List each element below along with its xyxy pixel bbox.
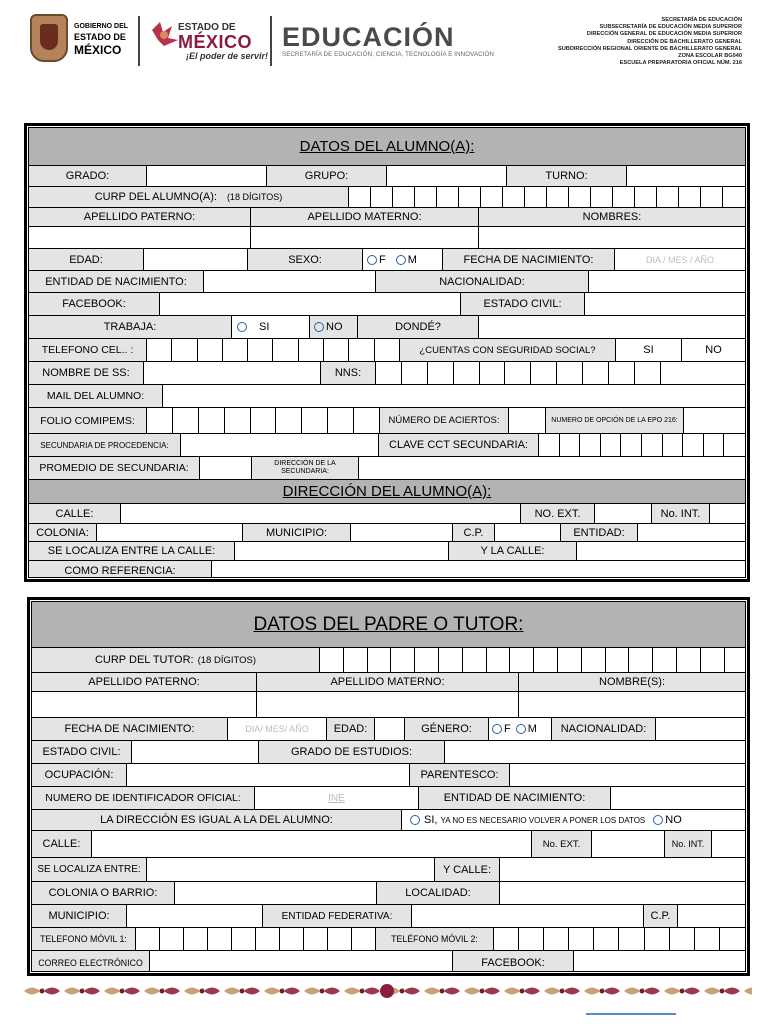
nacionalidad-field[interactable] xyxy=(589,271,745,292)
tutor-title-row xyxy=(32,602,745,648)
dir-secundaria-field[interactable] xyxy=(359,457,745,479)
tutor-localidad-label: LOCALIDAD: xyxy=(377,882,500,904)
entre-calle-label: SE LOCALIZA ENTRE LA CALLE: xyxy=(29,542,235,560)
tutor-curp-row xyxy=(32,648,745,673)
curp-label-cell xyxy=(29,187,349,207)
tutor-estado-civil-label: ESTADO CIVIL: xyxy=(32,741,132,763)
radio-icon[interactable] xyxy=(396,255,406,265)
inst-line: SECRETARÍA DE EDUCACIÓN xyxy=(661,17,742,23)
seguridad-si[interactable]: SI xyxy=(616,339,682,361)
promedio-field[interactable] xyxy=(200,457,252,479)
gob-line-1: GOBIERNO DEL xyxy=(74,23,129,30)
aciertos-label: NÚMERO DE ACIERTOS: xyxy=(380,408,509,433)
curp-digit-boxes[interactable] xyxy=(349,187,745,207)
tutor-data-section xyxy=(27,597,750,976)
address-title-row xyxy=(29,480,745,504)
seguridad-label: ¿CUENTAS CON SEGURIDAD SOCIAL? xyxy=(400,339,616,361)
facebook-label: FACEBOOK: xyxy=(29,293,160,315)
tutor-facebook-field[interactable] xyxy=(574,951,745,972)
tutor-entre-label: SE LOCALIZA ENTRE: xyxy=(32,858,147,881)
nombres-field[interactable] xyxy=(479,227,745,248)
tutor-edad-label: EDAD: xyxy=(327,718,375,740)
tutor-entre-field[interactable] xyxy=(147,858,435,881)
radio-icon[interactable] xyxy=(367,255,377,265)
tutor-ocupacion-row xyxy=(32,764,745,787)
opcion-label: NUMERO DE OPCIÓN DE LA EPO 216: xyxy=(546,408,684,433)
dir-secundaria-label: DIRECCIÓN DE LA SECUNDARIA: xyxy=(252,457,359,479)
student-title-row xyxy=(29,128,745,166)
donde-label: DONDÉ? xyxy=(358,316,479,338)
tutor-ap-paterno-label: APELLIDO PATERNO: xyxy=(32,673,257,691)
referencia-label: COMO REFERENCIA: xyxy=(29,561,212,578)
edomex-logo-text xyxy=(178,22,268,61)
no-ext-field[interactable] xyxy=(595,504,652,523)
gob-line-2: ESTADO DE xyxy=(74,32,126,42)
y-la-calle-label: Y LA CALLE: xyxy=(449,542,577,560)
nns-digit-boxes[interactable] xyxy=(376,362,738,384)
edad-row xyxy=(29,249,745,271)
promedio-row xyxy=(29,457,745,480)
no-int-label: No. INT. xyxy=(652,504,710,523)
promedio-label: PROMEDIO DE SECUNDARIA: xyxy=(29,457,200,479)
fecha-nac-field[interactable]: DIA / MES / AÑO xyxy=(645,254,715,265)
referencia-field[interactable] xyxy=(212,561,745,578)
tutor-correo-field[interactable] xyxy=(150,951,453,972)
fecha-nac-label: FECHA DE NACIMIENTO: xyxy=(443,249,615,270)
tutor-y-calle-field[interactable] xyxy=(500,858,745,881)
entre-calle-row xyxy=(29,542,745,561)
tutor-genero-m-label: M xyxy=(527,723,537,735)
trabaja-no-cell[interactable] xyxy=(310,316,358,338)
tutor-genero-f-option[interactable] xyxy=(492,723,511,735)
inst-line: SUBDIRECCIÓN REGIONAL ORIENTE DE BACHILLERATO GENERAL xyxy=(558,45,742,52)
tutor-misma-dir-row xyxy=(32,810,745,831)
tutor-no-int-label: No. INT. xyxy=(665,831,712,857)
radio-icon[interactable] xyxy=(653,815,663,825)
tutor-misma-si-note: YA NO ES NECESARIO VOLVER A PONER LOS DATOS xyxy=(440,815,646,825)
edad-label: EDAD: xyxy=(29,249,144,270)
tutor-identificador-row xyxy=(32,787,745,810)
grupo-label: GRUPO: xyxy=(267,166,387,186)
nombre-ss-label: NOMBRE DE SS: xyxy=(29,362,144,384)
opcion-field[interactable] xyxy=(684,408,745,433)
grado-label: GRADO: xyxy=(29,166,147,186)
tutor-curp-hint: (18 DÍGITOS) xyxy=(197,654,257,666)
radio-icon[interactable] xyxy=(492,724,502,734)
tutor-entidad-nac-label: ENTIDAD DE NACIMIENTO: xyxy=(419,787,611,809)
grado-row xyxy=(29,166,745,187)
tutor-municipio-field[interactable] xyxy=(127,905,263,927)
trabaja-si-label: SI xyxy=(259,321,270,333)
trabaja-no-label: NO xyxy=(326,321,343,333)
gob-line-3: MÉXICO xyxy=(74,43,122,57)
tutor-tel1-label: TELEFONO MÓVIL 1: xyxy=(32,928,136,950)
header-divider xyxy=(138,16,140,66)
tutor-entidad-nac-field[interactable] xyxy=(611,787,745,809)
tutor-colonia-field[interactable] xyxy=(175,882,377,904)
tutor-municipio-label: MUNICIPIO: xyxy=(32,905,127,927)
nns-label: NNS: xyxy=(321,362,376,384)
tutor-ocupacion-label: OCUPACIÓN: xyxy=(32,764,127,786)
grupo-field[interactable] xyxy=(387,166,507,186)
address-title: DIRECCIÓN DEL ALUMNO(A): xyxy=(282,483,492,500)
clave-cct-label: CLAVE CCT SECUNDARIA: xyxy=(379,434,539,456)
edomex-small: ESTADO DE xyxy=(178,22,236,33)
sexo-f-label: F xyxy=(379,253,386,266)
tutor-facebook-label: FACEBOOK: xyxy=(453,951,574,972)
educacion-title: EDUCACIÓN xyxy=(282,22,455,52)
tutor-tel2-boxes[interactable] xyxy=(494,928,745,950)
donde-field[interactable] xyxy=(479,316,745,338)
colonia-field[interactable] xyxy=(97,524,243,541)
seguridad-no[interactable]: NO xyxy=(705,344,722,356)
tutor-genero-options xyxy=(489,718,552,740)
tutor-no-ext-field[interactable] xyxy=(592,831,665,857)
tutor-calle-row xyxy=(32,831,745,858)
calle-field[interactable] xyxy=(121,504,521,523)
tutor-grado-estudios-field[interactable] xyxy=(445,741,745,763)
entidad-label: ENTIDAD: xyxy=(561,524,638,541)
tutor-telefonos-row xyxy=(32,928,745,951)
telefono-row xyxy=(29,339,745,362)
tutor-no-ext-label: No. EXT. xyxy=(532,831,592,857)
inst-line: DIRECCIÓN GENERAL DE EDUCACIÓN MEDIA SUPERIOR xyxy=(586,31,742,38)
entidad-field[interactable] xyxy=(638,524,745,541)
inst-line: DIRECCIÓN DE BACHILLERATO GENERAL xyxy=(627,38,742,45)
tutor-no-int-field[interactable] xyxy=(712,831,745,857)
referencia-row xyxy=(29,561,745,578)
student-data-section xyxy=(24,123,750,582)
tutor-nombres-field[interactable] xyxy=(519,692,745,717)
tutor-grado-estudios-label: GRADO DE ESTUDIOS: xyxy=(259,741,445,763)
municipio-label: MUNICIPIO: xyxy=(243,524,351,541)
educacion-subtitle: SECRETARÍA DE EDUCACIÓN, CIENCIA, TECNOLOGÍA E INNOVACIÓN xyxy=(282,51,494,58)
radio-icon[interactable] xyxy=(314,322,324,332)
tutor-colonia-row xyxy=(32,882,745,905)
gobierno-logo-text xyxy=(74,22,128,57)
estado-civil-label: ESTADO CIVIL: xyxy=(461,293,585,315)
tutor-fecha-label: FECHA DE NACIMIENTO: xyxy=(32,718,228,740)
colonia-row xyxy=(29,524,745,542)
tutor-ap-paterno-field[interactable] xyxy=(32,692,257,717)
grado-field[interactable] xyxy=(147,166,267,186)
tutor-estado-civil-row xyxy=(32,741,745,764)
tutor-fecha-field[interactable]: DIA/ MES/ AÑO xyxy=(228,718,327,740)
tutor-curp-digit-boxes[interactable] xyxy=(320,648,746,672)
facebook-row xyxy=(29,293,745,316)
tutor-genero-m-option[interactable] xyxy=(516,723,537,735)
tutor-misma-dir-label: LA DIRECCIÓN ES IGUAL A LA DEL ALUMNO: xyxy=(32,810,402,830)
telefono-digit-boxes[interactable] xyxy=(147,339,400,361)
entidad-nac-label: ENTIDAD DE NACIMIENTO: xyxy=(29,271,204,292)
tutor-correo-row xyxy=(32,951,745,972)
ap-paterno-label: APELLIDO PATERNO: xyxy=(29,208,251,226)
aciertos-field[interactable] xyxy=(509,408,546,433)
entre-calle-field[interactable] xyxy=(235,542,449,560)
mail-label: MAIL DEL ALUMNO: xyxy=(29,385,163,407)
tutor-ap-materno-label: APELLIDO MATERNO: xyxy=(257,673,519,691)
tutor-y-calle-label: Y CALLE: xyxy=(435,858,500,881)
edomex-big: MÉXICO xyxy=(178,32,253,52)
tutor-nombres-label: NOMBRE(S): xyxy=(519,673,745,691)
tutor-tel2-label: TELÉFONO MÓVIL 2: xyxy=(376,928,494,950)
cp-field[interactable] xyxy=(495,524,561,541)
turno-label: TURNO: xyxy=(507,166,627,186)
facebook-field[interactable] xyxy=(160,293,461,315)
nombre-ss-row xyxy=(29,362,745,385)
tutor-identificador-field[interactable]: INE xyxy=(255,787,419,809)
sexo-label: SEXO: xyxy=(248,249,363,270)
page-header xyxy=(0,0,768,85)
sexo-f-option[interactable] xyxy=(367,254,386,266)
radio-icon[interactable] xyxy=(237,322,247,332)
mail-field[interactable] xyxy=(163,385,745,407)
institution-lines xyxy=(558,17,742,67)
cp-label: C.P. xyxy=(453,524,495,541)
edomex-flower-icon xyxy=(148,20,182,50)
tutor-entre-row xyxy=(32,858,745,882)
curp-label: CURP DEL ALUMNO(A): xyxy=(94,191,217,203)
sexo-options xyxy=(363,249,443,270)
nombre-ss-field[interactable] xyxy=(144,362,321,384)
trabaja-label: TRABAJA: xyxy=(29,316,232,338)
no-ext-label: NO. EXT. xyxy=(521,504,595,523)
tutor-calle-label: CALLE: xyxy=(32,831,92,857)
tutor-curp-label: CURP DEL TUTOR: xyxy=(94,654,194,666)
municipio-field[interactable] xyxy=(351,524,453,541)
sexo-m-label: M xyxy=(407,253,417,266)
tutor-parentesco-field[interactable] xyxy=(510,764,745,786)
tutor-ap-materno-field[interactable] xyxy=(257,692,519,717)
tutor-fecha-row xyxy=(32,718,745,741)
nombres-label: NOMBRES: xyxy=(479,208,745,226)
secundaria-row xyxy=(29,434,745,457)
tutor-parentesco-label: PARENTESCO: xyxy=(410,764,510,786)
curp-row xyxy=(29,187,745,208)
clave-cct-boxes[interactable] xyxy=(539,434,745,456)
tutor-correo-label: CORREO ELECTRÓNICO xyxy=(32,951,150,972)
tutor-curp-label-cell xyxy=(32,648,320,672)
tutor-genero-f-label: F xyxy=(504,723,511,735)
tutor-misma-dir-options xyxy=(402,810,745,830)
trabaja-si-cell[interactable] xyxy=(232,316,310,338)
tutor-ocupacion-field[interactable] xyxy=(127,764,410,786)
state-seal-logo xyxy=(30,14,68,62)
tutor-genero-label: GÉNERO: xyxy=(405,718,489,740)
ap-materno-field[interactable] xyxy=(251,227,479,248)
calle-row xyxy=(29,504,745,524)
folio-row xyxy=(29,408,745,434)
inst-line: SUBSECRETARÍA DE EDUCACIÓN MEDIA SUPERIOR xyxy=(599,24,742,31)
tutor-cp-label: C.P. xyxy=(644,905,678,927)
tutor-estado-civil-field[interactable] xyxy=(132,741,259,763)
y-la-calle-field[interactable] xyxy=(577,542,745,560)
tutor-edad-field[interactable] xyxy=(375,718,405,740)
tutor-apellidos-header-row xyxy=(32,673,745,692)
curp-hint: (18 DÍGITOS) xyxy=(226,192,283,202)
radio-icon[interactable] xyxy=(410,815,420,825)
tutor-entidad-fed-field[interactable] xyxy=(412,905,644,927)
edomex-slogan: ¡El poder de servir! xyxy=(186,51,269,61)
tutor-misma-si-label: SI, xyxy=(424,814,438,826)
student-title: DATOS DEL ALUMNO(A): xyxy=(299,138,475,155)
secundaria-label: SECUNDARIA DE PROCEDENCIA: xyxy=(29,434,181,456)
decorative-border-ornament xyxy=(22,983,752,999)
edad-field[interactable] xyxy=(144,249,248,270)
apellidos-header-row xyxy=(29,208,745,227)
ap-materno-label: APELLIDO MATERNO: xyxy=(251,208,479,226)
tutor-colonia-label: COLONIA O BARRIO: xyxy=(32,882,175,904)
estado-civil-field[interactable] xyxy=(585,293,745,315)
tutor-localidad-field[interactable] xyxy=(500,882,745,904)
tutor-nacionalidad-label: NACIONALIDAD: xyxy=(552,718,656,740)
radio-icon[interactable] xyxy=(516,724,526,734)
folio-label: FOLIO COMIPEMS: xyxy=(29,408,147,433)
entidad-row xyxy=(29,271,745,293)
secundaria-field[interactable] xyxy=(181,434,379,456)
ap-paterno-field[interactable] xyxy=(29,227,251,248)
tutor-apellidos-field-row xyxy=(32,692,745,718)
calle-label: CALLE: xyxy=(29,504,121,523)
entidad-nac-field[interactable] xyxy=(204,271,376,292)
folio-digit-boxes[interactable] xyxy=(147,408,380,433)
tutor-municipio-row xyxy=(32,905,745,928)
colonia-label: COLONIA: xyxy=(29,524,97,541)
tutor-entidad-fed-label: ENTIDAD FEDERATIVA: xyxy=(263,905,412,927)
tutor-identificador-label: NUMERO DE IDENTIFICADOR OFICIAL: xyxy=(32,787,255,809)
turno-field[interactable] xyxy=(627,166,745,186)
sexo-m-option[interactable] xyxy=(396,254,417,266)
tutor-cp-field[interactable] xyxy=(678,905,745,927)
tutor-nacionalidad-field[interactable] xyxy=(656,718,745,740)
apellidos-field-row xyxy=(29,227,745,249)
inst-line: ZONA ESCOLAR BG040 xyxy=(678,53,742,60)
footer-accent-line xyxy=(586,1013,676,1015)
trabaja-row xyxy=(29,316,745,339)
tutor-calle-field[interactable] xyxy=(92,831,532,857)
telefono-label: TELEFONO CEL.. : xyxy=(29,339,147,361)
header-divider-2 xyxy=(270,16,272,66)
nacionalidad-label: NACIONALIDAD: xyxy=(376,271,589,292)
inst-line: ESCUELA PREPARATORIA OFICIAL NÚM. 216 xyxy=(619,60,742,67)
no-int-field[interactable] xyxy=(710,504,745,523)
mail-row xyxy=(29,385,745,408)
tutor-title: DATOS DEL PADRE O TUTOR: xyxy=(253,613,524,635)
tutor-misma-no-label: NO xyxy=(665,814,682,826)
tutor-tel1-boxes[interactable] xyxy=(136,928,376,950)
